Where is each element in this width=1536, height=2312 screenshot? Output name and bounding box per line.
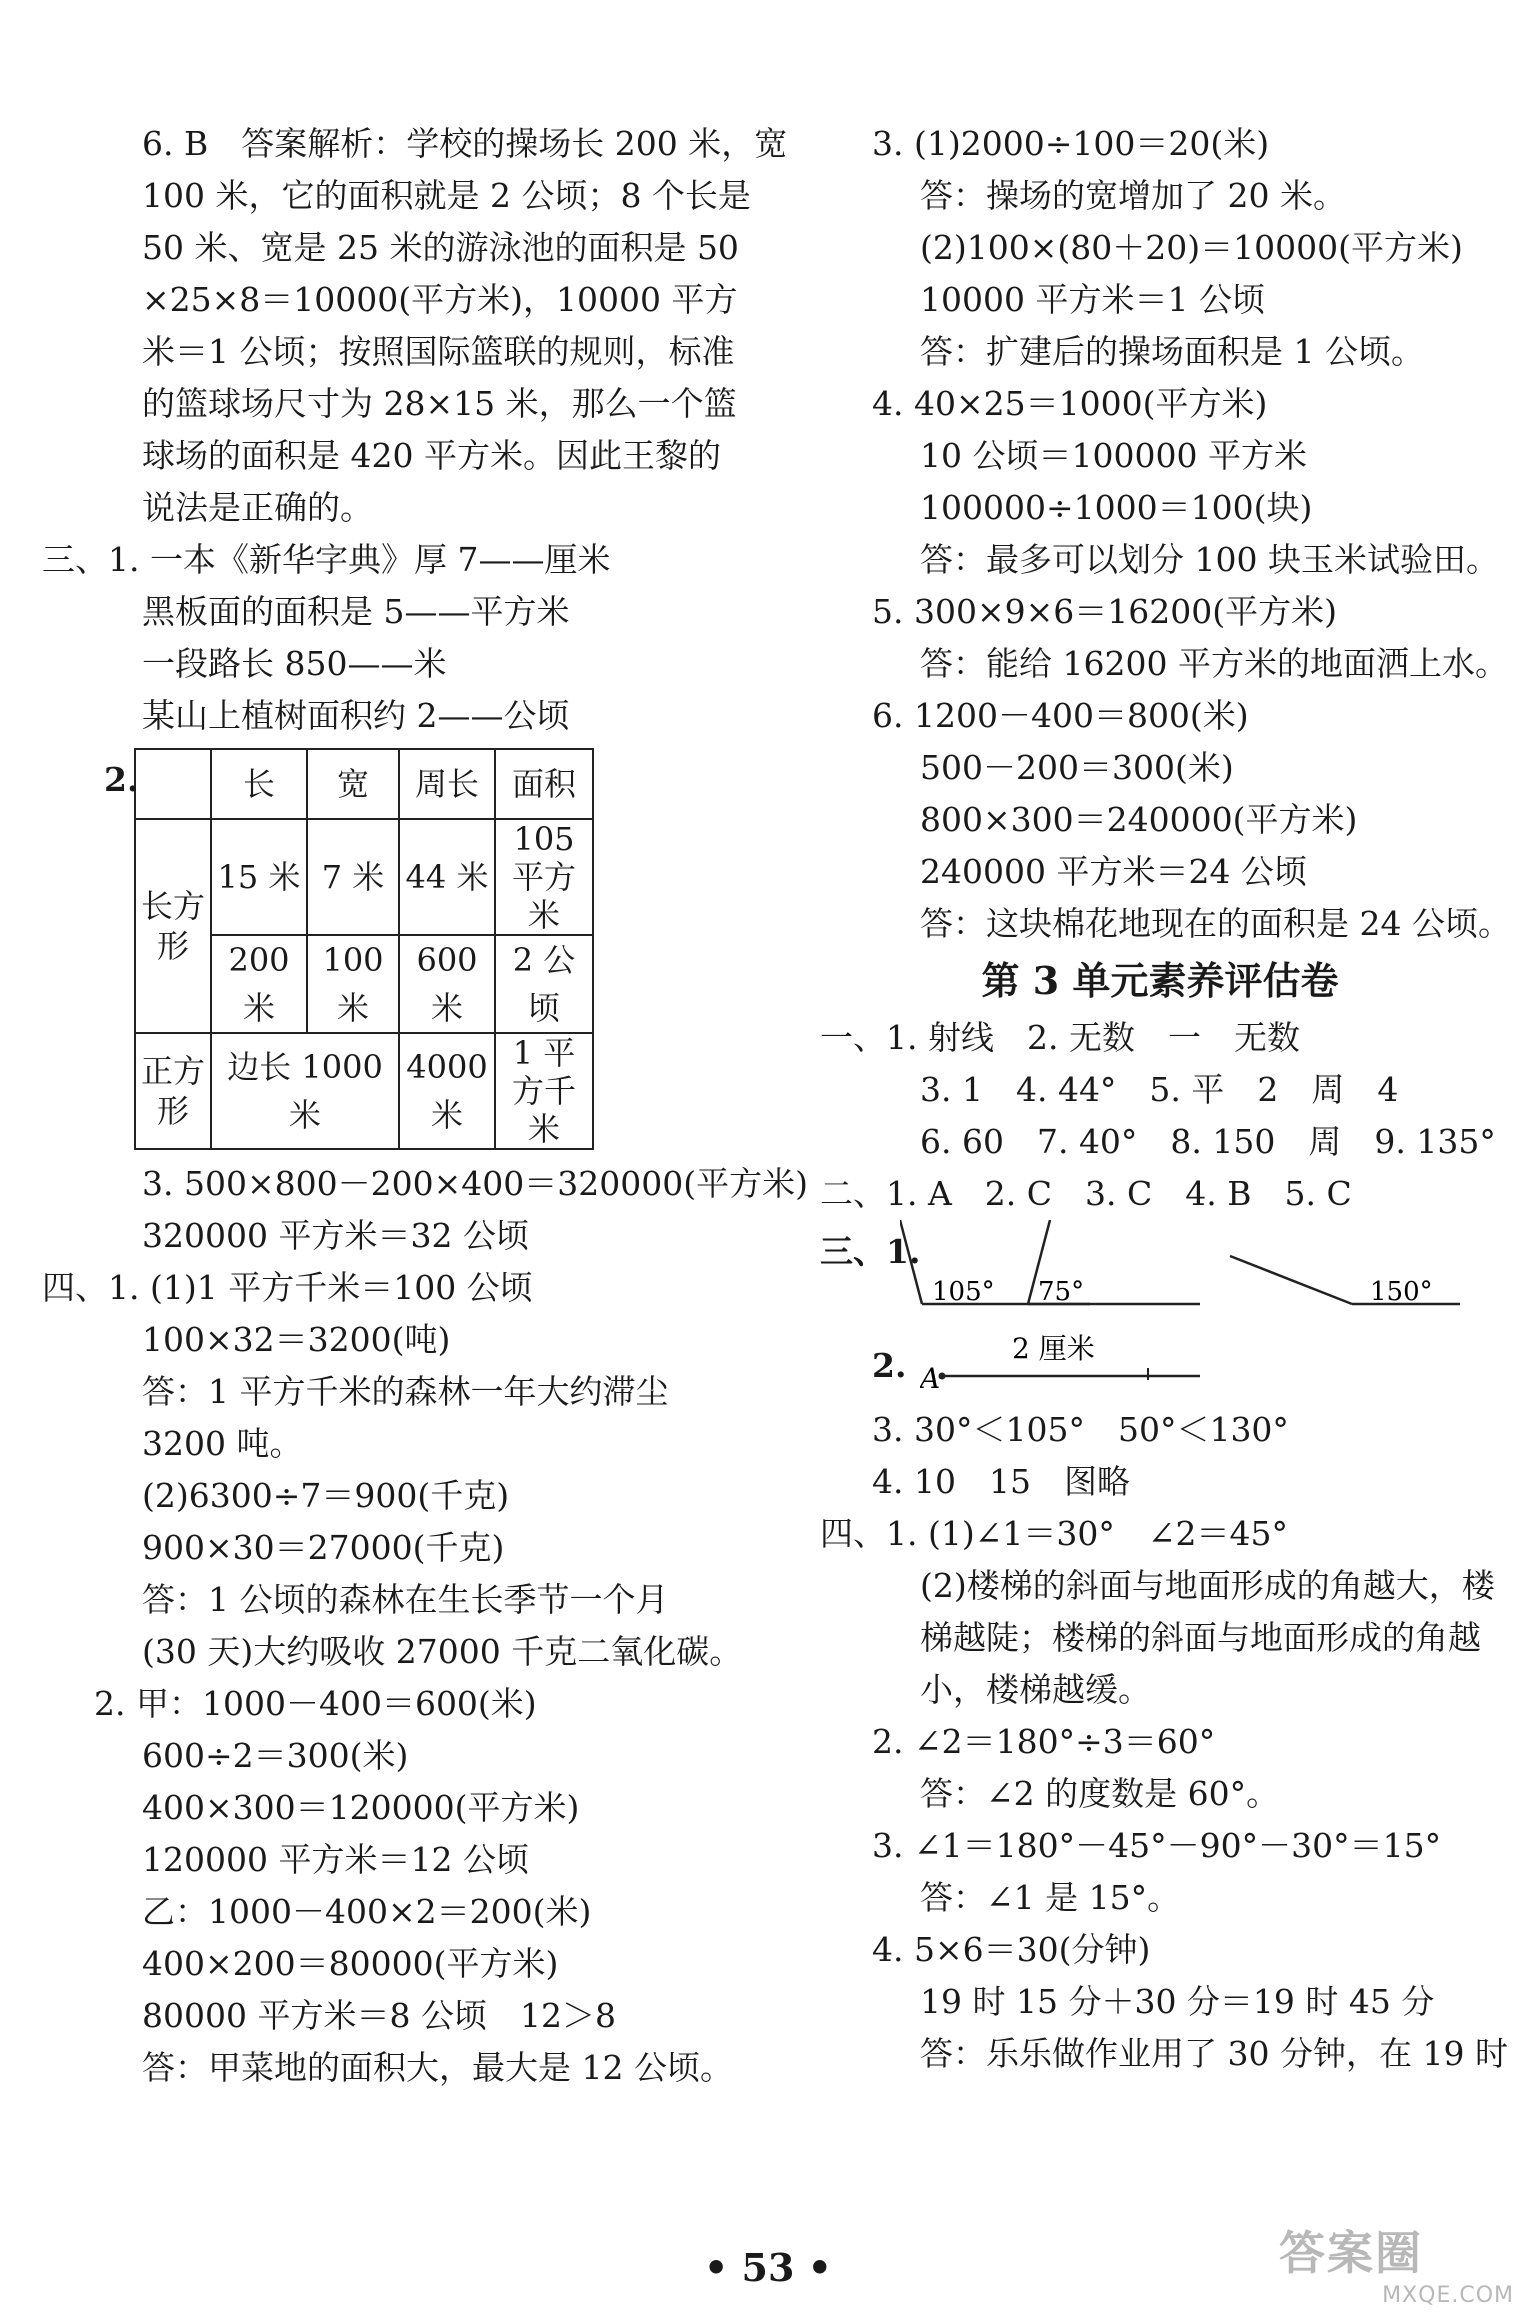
answer-line: 2. ∠2＝180°÷3＝60° [872, 1722, 1216, 1761]
row-label-rectangle: 长方形 [135, 819, 211, 1033]
answer-line: 答：甲菜地的面积大，最大是 12 公顷。 [142, 2048, 733, 2087]
answer-line: 80000 平方米＝8 公顷 12＞8 [142, 1996, 616, 2035]
answer-line: 120000 平方米＝12 公顷 [142, 1840, 529, 1879]
answer-line: 100×32＝3200(吨) [142, 1320, 451, 1359]
answer-line: 答：操场的宽增加了 20 米。 [920, 176, 1346, 215]
answer-line: 一、1. 射线 2. 无数 一 无数 [820, 1018, 1300, 1057]
answer-line: 说法是正确的。 [142, 488, 373, 527]
answer-line: 10 公顷＝100000 平方米 [920, 436, 1307, 475]
answer-line: 3. 500×800－200×400＝320000(平方米) [142, 1164, 808, 1203]
answer-line: 3. ∠1＝180°－45°－90°－30°＝15° [872, 1826, 1442, 1865]
table-header-cell: 周长 [399, 749, 495, 819]
answer-line: (2)100×(80＋20)＝10000(平方米) [920, 228, 1463, 267]
answer-line: 黑板面的面积是 5——平方米 [142, 592, 570, 631]
table-label: 2. [104, 760, 139, 799]
answer-line: 400×200＝80000(平方米) [142, 1944, 559, 1983]
angle-degree-label: 150° [1370, 1277, 1433, 1307]
answer-line: 梯越陡；楼梯的斜面与地面形成的角越 [920, 1618, 1481, 1657]
table-cell: 15 米 [211, 819, 307, 935]
watermark-logo [1279, 2217, 1514, 2308]
table-cell: 4000 米 [399, 1033, 495, 1149]
watermark-url: MXQE.COM [1382, 2283, 1514, 2308]
answer-line: 900×30＝27000(千克) [142, 1528, 505, 1567]
answer-line: 乙：1000－400×2＝200(米) [142, 1892, 592, 1931]
answer-line: 10000 平方米＝1 公顷 [920, 280, 1265, 319]
answer-line: 3. (1)2000÷100＝20(米) [872, 124, 1270, 163]
table-cell: 600 米 [399, 935, 495, 1033]
answer-line: 400×300＝120000(平方米) [142, 1788, 580, 1827]
answer-table-block [42, 748, 742, 1150]
row-label-square: 正方形 [135, 1033, 211, 1149]
answer-line: 6. 60 7. 40° 8. 150 周 9. 135° [920, 1122, 1496, 1161]
answer-line: 100 米，它的面积就是 2 公顷；8 个长是 [142, 176, 751, 215]
answer-line: 19 时 15 分＋30 分＝19 时 45 分 [920, 1982, 1435, 2021]
angle-ray [900, 1220, 922, 1304]
answer-line: 100000÷1000＝100(块) [920, 488, 1313, 527]
answer-line: 600÷2＝300(米) [142, 1736, 409, 1775]
table-row [135, 1033, 593, 1149]
answer-line: 4. 5×6＝30(分钟) [872, 1930, 1151, 1969]
point-a-label: A [920, 1362, 941, 1395]
table-header-cell: 面积 [495, 749, 593, 819]
table-cell: 2 公顷 [495, 935, 593, 1033]
segment-drawing [820, 1324, 1500, 1404]
answer-line: 500－200＝300(米) [920, 748, 1234, 787]
answer-line: 答：扩建后的操场面积是 1 公顷。 [920, 332, 1424, 371]
watermark-text: 答案圈 [1279, 2226, 1423, 2280]
right-column [820, 118, 1511, 2080]
answer-line: 米＝1 公顷；按照国际篮联的规则，标准 [142, 332, 735, 371]
answer-line: (2)楼梯的斜面与地面形成的角越大，楼 [920, 1566, 1495, 1605]
angle-drawings [820, 1220, 1500, 1324]
answer-line: 5. 300×9×6＝16200(平方米) [872, 592, 1337, 631]
answer-table [134, 748, 594, 1150]
table-cell: 105 平方米 [495, 819, 593, 935]
answer-line: 4. 40×25＝1000(平方米) [872, 384, 1268, 423]
answer-line: 答：这块棉花地现在的面积是 24 公顷。 [920, 904, 1511, 943]
answer-line: 的篮球场尺寸为 28×15 米，那么一个篮 [142, 384, 737, 423]
answer-line: 四、1. (1)1 平方千米＝100 公顷 [42, 1268, 533, 1307]
table-cell: 200 米 [211, 935, 307, 1033]
segment-question-label: 2. [872, 1346, 907, 1385]
table-header-row [135, 749, 593, 819]
answer-line: 某山上植树面积约 2——公顷 [142, 696, 570, 735]
section-title: 第 3 单元素养评估卷 [981, 958, 1339, 1003]
answer-line: 答：∠1 是 15°。 [920, 1878, 1181, 1917]
answer-line: 4. 10 15 图略 [872, 1462, 1130, 1501]
table-header-cell: 长 [211, 749, 307, 819]
answer-line: 320000 平方米＝32 公顷 [142, 1216, 529, 1255]
answer-line: 3. 30°＜105° 50°＜130° [872, 1410, 1289, 1449]
answer-line: 小，楼梯越缓。 [920, 1670, 1151, 1709]
answer-line: (30 天)大约吸收 27000 千克二氧化碳。 [142, 1632, 743, 1671]
answer-line: 一段路长 850——米 [142, 644, 447, 683]
answer-line: 四、1. (1)∠1＝30° ∠2＝45° [820, 1514, 1288, 1553]
table-header-cell [135, 749, 211, 819]
answer-line: 答：最多可以划分 100 块玉米试验田。 [920, 540, 1499, 579]
answer-line: 6. B 答案解析：学校的操场长 200 米，宽 [142, 124, 788, 163]
table-cell: 边长 1000 米 [211, 1033, 399, 1149]
angle-degree-label: 105° [932, 1277, 995, 1307]
answer-line: 答：1 平方千米的森林一年大约滞尘 [142, 1372, 669, 1411]
answer-line: 球场的面积是 420 平方米。因此王黎的 [142, 436, 721, 475]
table-row [135, 819, 593, 935]
answer-line: 2. 甲：1000－400＝600(米) [94, 1684, 537, 1723]
answer-line: 答：能给 16200 平方米的地面洒上水。 [920, 644, 1508, 683]
answer-line: ×25×8＝10000(平方米)，10000 平方 [142, 280, 738, 319]
angle-degree-label: 75° [1038, 1277, 1085, 1307]
answer-line: 800×300＝240000(平方米) [920, 800, 1358, 839]
answer-line: 答：乐乐做作业用了 30 分钟，在 19 时 [920, 2034, 1508, 2073]
table-header-cell: 宽 [307, 749, 399, 819]
table-cell: 44 米 [399, 819, 495, 935]
table-cell: 7 米 [307, 819, 399, 935]
answer-line: 二、1. A 2. C 3. C 4. B 5. C [820, 1174, 1352, 1213]
answer-line: 240000 平方米＝24 公顷 [920, 852, 1307, 891]
angle-question-label: 三、1. [820, 1232, 921, 1271]
answer-line: 答：∠2 的度数是 60°。 [920, 1774, 1280, 1813]
left-column [42, 118, 808, 2094]
page-number: • 53 • [704, 2245, 832, 2290]
table-cell: 1 平方千米 [495, 1033, 593, 1149]
line-segment-figure [920, 1324, 1220, 1404]
answer-line: 50 米、宽是 25 米的游泳池的面积是 50 [142, 228, 739, 267]
angle-ray [1230, 1256, 1352, 1304]
segment-length-label: 2 厘米 [1012, 1332, 1095, 1365]
answer-line: 6. 1200－400＝800(米) [872, 696, 1249, 735]
angle-figures [900, 1220, 1480, 1324]
answer-line: 答：1 公顷的森林在生长季节一个月 [142, 1580, 669, 1619]
answer-line: 3200 吨。 [142, 1424, 303, 1463]
table-cell: 100 米 [307, 935, 399, 1033]
answer-line: 三、1. 一本《新华字典》厚 7——厘米 [42, 540, 611, 579]
answer-line: (2)6300÷7＝900(千克) [142, 1476, 510, 1515]
answer-line: 3. 1 4. 44° 5. 平 2 周 4 [920, 1070, 1399, 1109]
